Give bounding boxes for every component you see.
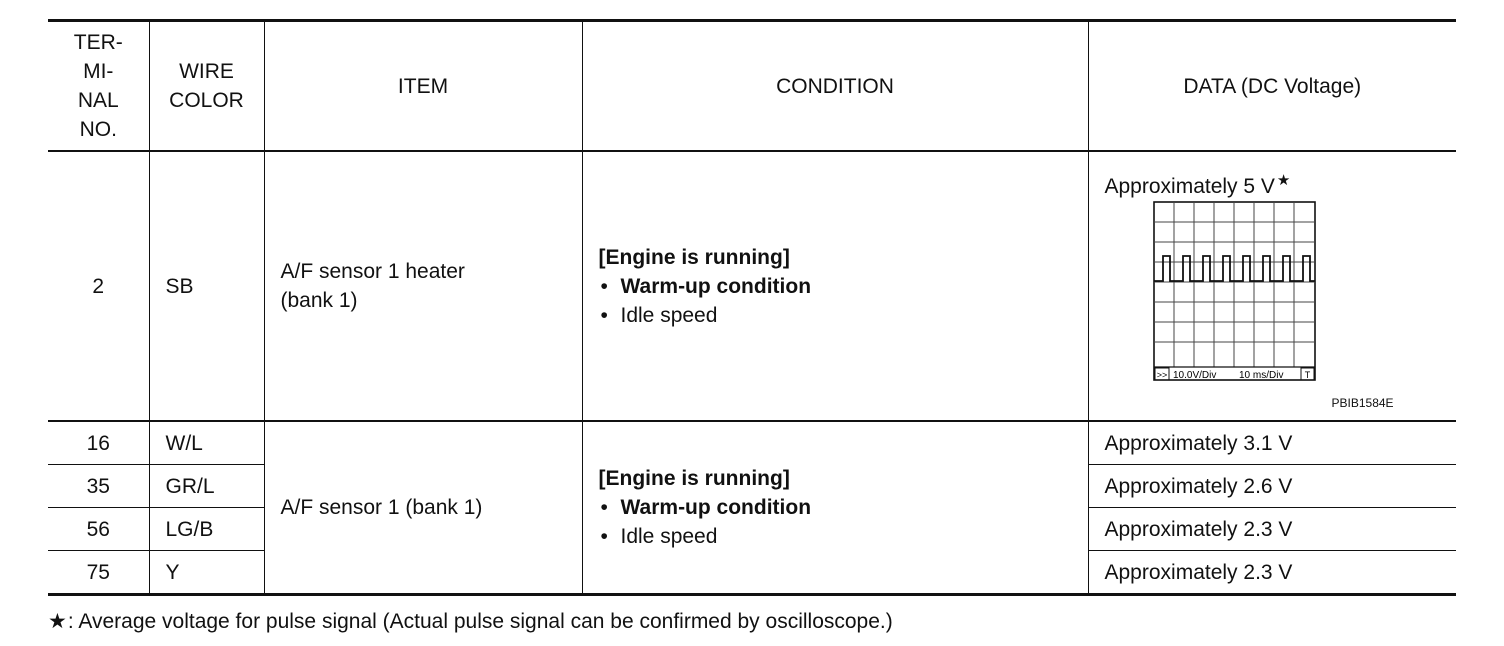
wire-color-cell: LG/B xyxy=(149,508,264,551)
header-condition: CONDITION xyxy=(582,21,1088,152)
oscilloscope-waveform-figure xyxy=(1153,201,1317,383)
terminal-cell: 35 xyxy=(48,465,149,508)
wire-color-cell: W/L xyxy=(149,421,264,465)
footnote-text: : Average voltage for pulse signal (Actual pulse signal can be confirmed by oscilloscope.) xyxy=(67,610,893,633)
data-cell: Approximately 3.1 V xyxy=(1088,421,1456,465)
footnote xyxy=(48,607,893,637)
condition-bullet-idle: • Idle speed xyxy=(599,522,1088,551)
table-row-terminal-2 xyxy=(48,151,1456,421)
data-cell xyxy=(1088,151,1456,421)
wire-color-cell: GR/L xyxy=(149,465,264,508)
condition-bullet-warmup: • Warm-up condition xyxy=(599,493,1088,522)
terminal-cell: 16 xyxy=(48,421,149,465)
star-icon: ★ xyxy=(48,610,67,633)
wire-color-cell: Y xyxy=(149,551,264,595)
scope-trigger-label: T xyxy=(1304,370,1310,380)
condition-title: [Engine is running] xyxy=(598,467,790,490)
header-wire-color: WIRE COLOR xyxy=(149,21,264,152)
condition-cell xyxy=(582,421,1088,595)
condition-cell xyxy=(582,151,1088,421)
condition-bullet-warmup: • Warm-up condition xyxy=(599,272,1088,301)
header-item: ITEM xyxy=(264,21,582,152)
scope-time-div: 10 ms/Div xyxy=(1238,370,1283,381)
item-cell: A/F sensor 1 (bank 1) xyxy=(264,421,582,595)
header-data: DATA (DC Voltage) xyxy=(1088,21,1456,152)
table-row-terminal-16 xyxy=(48,421,1456,465)
scope-arrow-label: >> xyxy=(1156,370,1167,380)
terminal-data-table xyxy=(48,19,1456,596)
data-cell: Approximately 2.3 V xyxy=(1088,551,1456,595)
header-row xyxy=(48,21,1456,152)
item-cell: A/F sensor 1 heater (bank 1) xyxy=(264,151,582,421)
condition-title: [Engine is running] xyxy=(598,245,790,269)
figure-id: PBIB1584E xyxy=(1331,396,1394,410)
wire-color-cell: SB xyxy=(149,151,264,421)
data-value: Approximately 5 V ★ xyxy=(1104,172,1291,198)
data-cell: Approximately 2.6 V xyxy=(1088,465,1456,508)
terminal-cell: 2 xyxy=(48,151,149,421)
header-terminal-no: TER- MI- NAL NO. xyxy=(48,21,149,152)
terminal-cell: 75 xyxy=(48,551,149,595)
star-icon: ★ xyxy=(1276,172,1291,189)
scope-voltage-div: 10.0V/Div xyxy=(1172,370,1216,381)
data-cell: Approximately 2.3 V xyxy=(1088,508,1456,551)
terminal-cell: 56 xyxy=(48,508,149,551)
condition-bullet-idle: • Idle speed xyxy=(599,301,1088,330)
